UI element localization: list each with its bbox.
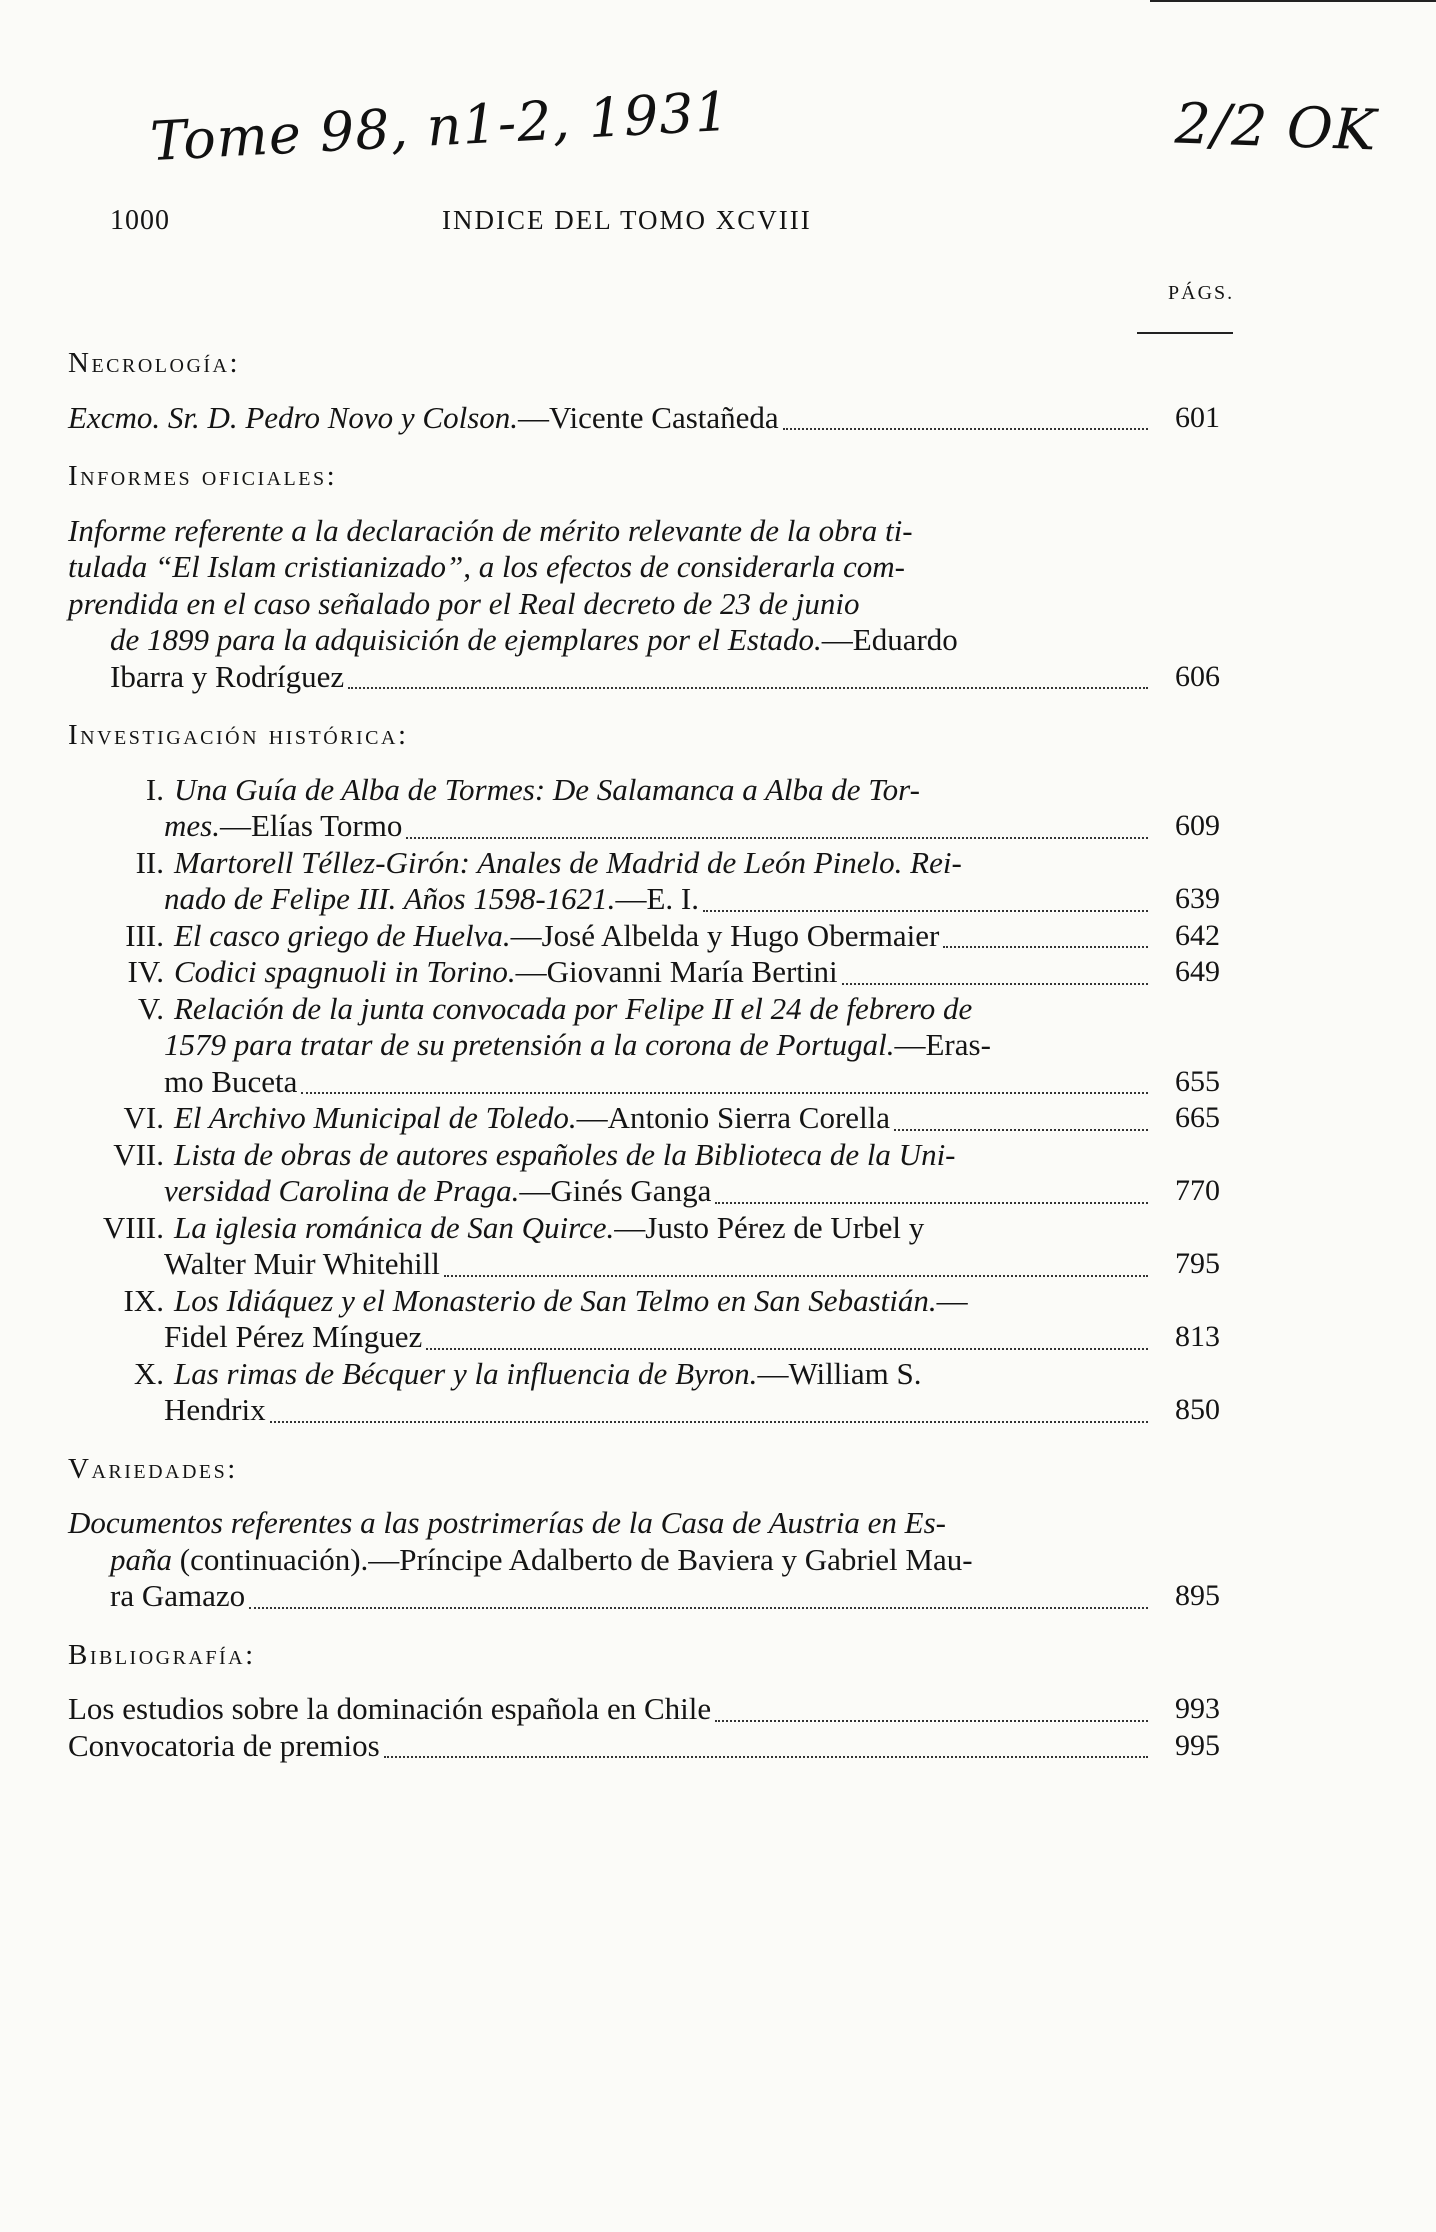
section-title-bibliografia: Bibliografía: <box>68 1638 256 1671</box>
entry-author: ra Gamazo <box>110 1578 246 1613</box>
entry-author: —José Albelda y Hugo Obermaier <box>510 917 940 953</box>
entry-line: Martorell Téllez-Girón: Anales de Madrid de León Pinelo. Rei- <box>174 844 962 880</box>
list-item <box>68 1283 1220 1356</box>
item-number: V. <box>137 990 164 1026</box>
leader-dots <box>715 1202 1148 1204</box>
entry-line: Lista de obras de autores españoles de la Biblioteca de la Uni- <box>174 1136 956 1172</box>
entry-page: 995 <box>1175 1728 1220 1762</box>
entry-author: Fidel Pérez Mínguez <box>164 1319 423 1354</box>
entry-author: Hendrix <box>164 1392 266 1427</box>
entry-line-italic: Los Idiáquez y el Monasterio de San Telmo en San Sebastián. <box>174 1282 937 1318</box>
entry-line <box>174 1283 968 1320</box>
entry-author: mo Buceta <box>164 1063 298 1099</box>
entry-page: 795 <box>1175 1247 1220 1280</box>
entry-title: Codici spagnuoli in Torino. <box>174 954 516 989</box>
index-content <box>68 345 1220 1764</box>
entry-author: (continuación).—Príncipe Adalberto de Baviera y Gabriel Mau- <box>172 1541 973 1577</box>
item-number: VI. <box>123 1100 164 1135</box>
entry-author: —Eduardo <box>821 622 958 657</box>
entry-author: —Elías Tormo <box>219 808 403 843</box>
list-item <box>68 772 1220 845</box>
index-entry <box>68 1728 1220 1765</box>
item-number: I. <box>145 771 164 807</box>
entry-line-italic: nado de Felipe III. Años 1598-1621. <box>164 881 616 916</box>
list-item <box>68 1100 1220 1137</box>
entry-page: 639 <box>1175 882 1220 915</box>
index-entry <box>68 1691 1220 1728</box>
item-number: III. <box>125 917 164 953</box>
item-number: IV. <box>127 954 164 989</box>
section-title-variedades: Variedades: <box>68 1452 238 1485</box>
leader-dots <box>384 1756 1148 1758</box>
entry-page: 665 <box>1175 1101 1220 1134</box>
entry-line-italic: versidad Carolina de Praga. <box>164 1173 520 1208</box>
entry-author: Ibarra y Rodríguez <box>110 658 345 694</box>
entry-title: Convocatoria de premios <box>68 1727 380 1763</box>
entry-author: Walter Muir Whitehill <box>164 1246 440 1281</box>
leader-dots <box>703 910 1148 912</box>
entry-author: —Antonio Sierra Corella <box>576 1100 891 1135</box>
section-title-investigacion: Investigación histórica: <box>68 719 409 751</box>
leader-dots <box>406 837 1148 839</box>
entry-line-italic: paña <box>110 1541 172 1577</box>
item-number: II. <box>135 844 164 880</box>
entry-page: 606 <box>1175 659 1220 693</box>
entry-line <box>174 1356 922 1393</box>
section-title-informes: Informes oficiales: <box>68 460 338 492</box>
entry-line <box>68 1542 1154 1579</box>
index-entry <box>68 400 1220 437</box>
leader-dots <box>348 687 1148 689</box>
handwritten-note-volume: Tome 98, n1-2, 1931 <box>148 79 732 174</box>
list-item <box>68 954 1220 991</box>
entry-title: El Archivo Municipal de Toledo. <box>174 1100 577 1135</box>
entry-author: —Eras- <box>894 1027 991 1062</box>
top-edge-rule <box>1150 0 1436 2</box>
list-item <box>68 918 1220 955</box>
entry-page: 655 <box>1175 1064 1220 1098</box>
pags-rule <box>1137 332 1233 334</box>
leader-dots <box>444 1275 1148 1277</box>
entry-page: 609 <box>1175 809 1220 842</box>
index-entry <box>68 1505 1220 1615</box>
entry-line: Informe referente a la declaración de mérito relevante de la obra ti- <box>68 512 913 548</box>
entry-page: 601 <box>1175 400 1220 434</box>
entry-author: —William S. <box>757 1355 922 1391</box>
entry-author: — <box>936 1282 968 1318</box>
entry-author: —Vicente Castañeda <box>518 399 779 435</box>
list-item <box>68 845 1220 918</box>
leader-dots <box>301 1092 1148 1094</box>
entry-line <box>68 1027 1154 1064</box>
entry-line-italic: mes. <box>164 808 220 843</box>
leader-dots <box>943 946 1148 948</box>
entry-line-italic: 1579 para tratar de su pretensión a la corona de Portugal. <box>164 1027 895 1062</box>
leader-dots <box>249 1607 1148 1609</box>
list-item <box>68 1210 1220 1283</box>
entry-author: —Giovanni María Bertini <box>515 954 838 989</box>
entry-page: 850 <box>1175 1393 1220 1426</box>
entry-page: 770 <box>1175 1174 1220 1207</box>
entry-author: —Justo Pérez de Urbel y <box>614 1209 925 1245</box>
entry-line <box>174 1210 924 1247</box>
entry-author: —E. I. <box>615 881 699 916</box>
entry-author: —Ginés Ganga <box>519 1173 712 1208</box>
entry-page: 993 <box>1175 1692 1220 1725</box>
leader-dots <box>783 428 1148 430</box>
item-number: VIII. <box>102 1209 164 1245</box>
leader-dots <box>842 983 1148 985</box>
item-number: IX. <box>123 1282 164 1318</box>
entry-title: Los estudios sobre la dominación española en Chile <box>68 1691 712 1726</box>
pags-label: PÁGS. <box>1168 282 1235 304</box>
leader-dots <box>894 1129 1148 1131</box>
list-item <box>68 1356 1220 1429</box>
entry-line: Una Guía de Alba de Tormes: De Salamanca a Alba de Tor- <box>174 771 920 807</box>
entry-line: Relación de la junta convocada por Felipe II el 24 de febrero de <box>174 990 973 1026</box>
page-number: 1000 <box>110 205 170 236</box>
entry-line-italic: de 1899 para la adquisición de ejemplares por el Estado. <box>110 622 822 657</box>
entry-line: prendida en el caso señalado por el Real decreto de 23 de junio <box>68 585 860 621</box>
page-title: INDICE DEL TOMO XCVIII <box>442 205 812 235</box>
item-number: VII. <box>113 1136 164 1172</box>
entry-title: El casco griego de Huelva. <box>174 917 511 953</box>
item-number: X. <box>133 1355 164 1391</box>
list-item <box>68 991 1220 1101</box>
section-title-necrologia: Necrología: <box>68 347 241 379</box>
entry-line: tulada “El Islam cristianizado”, a los efectos de considerarla com- <box>68 549 905 584</box>
entry-line: Documentos referentes a las postrimerías de la Casa de Austria en Es- <box>68 1505 946 1540</box>
entry-title: Excmo. Sr. D. Pedro Novo y Colson. <box>68 399 519 435</box>
entry-line-italic: Las rimas de Bécquer y la influencia de Byron. <box>174 1355 758 1391</box>
entry-page: 642 <box>1175 918 1220 952</box>
entry-page: 649 <box>1175 955 1220 988</box>
leader-dots <box>715 1720 1148 1722</box>
index-entry <box>68 513 1220 696</box>
entry-page: 895 <box>1175 1579 1220 1612</box>
handwritten-note-ok: 2/2 OK <box>1173 91 1378 164</box>
leader-dots <box>426 1348 1148 1350</box>
leader-dots <box>270 1421 1148 1423</box>
entry-line <box>68 622 1154 659</box>
entry-line-italic: La iglesia románica de San Quirce. <box>174 1209 615 1245</box>
entry-page: 813 <box>1175 1320 1220 1353</box>
list-item <box>68 1137 1220 1210</box>
entry-last-line <box>68 659 1220 696</box>
